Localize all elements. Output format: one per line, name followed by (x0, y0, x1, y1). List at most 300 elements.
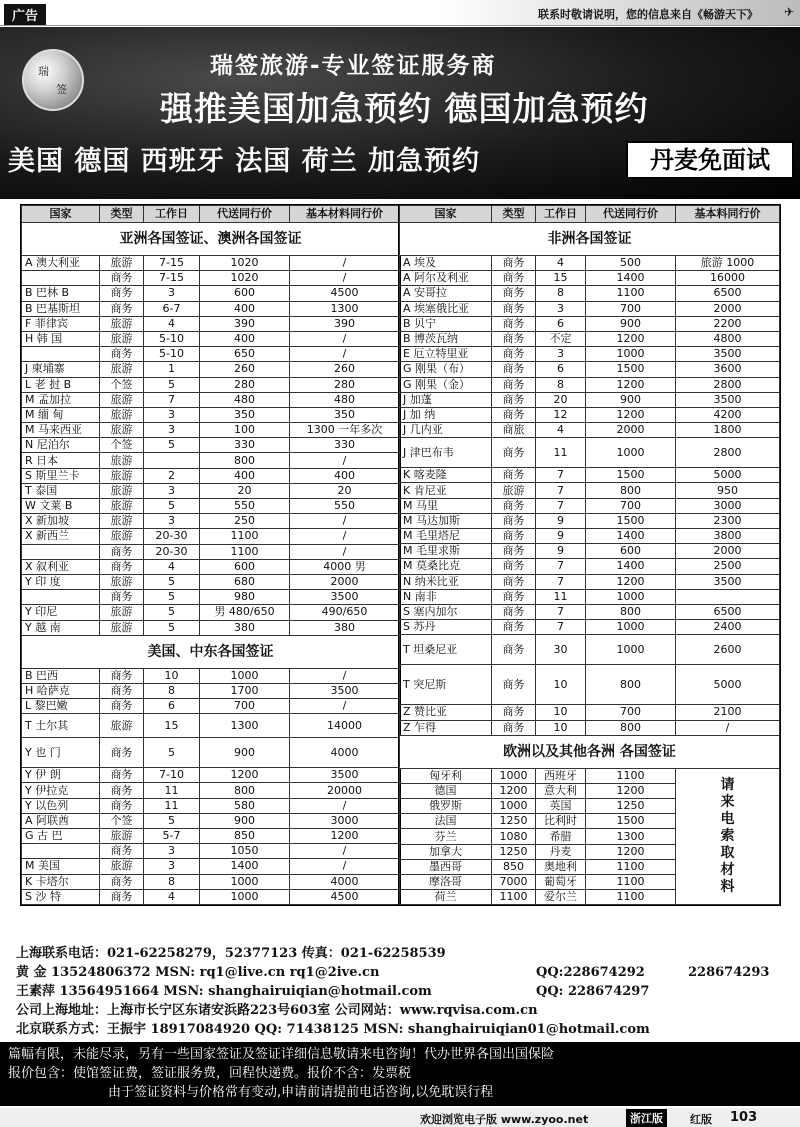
table-cell: 1500 (586, 814, 676, 829)
table-cell: 摩洛哥 (400, 875, 492, 890)
table-cell: 100 (200, 423, 290, 438)
table-cell: 1000 (200, 668, 290, 683)
table-cell: 1000 (492, 768, 536, 783)
table-cell: 3000 (290, 813, 400, 828)
table-cell: 5 (144, 499, 200, 514)
table-row (22, 483, 400, 498)
table-cell: 5 (144, 438, 200, 453)
table-row (22, 620, 400, 635)
table-cell: 800 (586, 720, 676, 735)
table-cell: 3500 (290, 590, 400, 605)
table-cell: 3500 (676, 347, 780, 362)
table-cell: 9 (536, 513, 586, 528)
magazine-logo-icon: ✈ (783, 5, 794, 19)
table-row (22, 271, 400, 286)
table-cell: 6 (536, 362, 586, 377)
table-row (22, 605, 400, 620)
table-cell: 商务 (100, 798, 144, 813)
table-cell: 580 (200, 798, 290, 813)
table-cell: 1300 (586, 829, 676, 844)
table-row (22, 544, 400, 559)
table-cell: 550 (290, 499, 400, 514)
table-row (400, 256, 780, 271)
table-cell: 4 (144, 559, 200, 574)
table-cell: 5 (144, 574, 200, 589)
table-row (400, 271, 780, 286)
table-cell: 12 (536, 407, 586, 422)
table-cell: 商务 (492, 438, 536, 468)
table-cell: / (290, 331, 400, 346)
table-row (22, 331, 400, 346)
table-cell: 3500 (676, 574, 780, 589)
table-row (22, 407, 400, 422)
table-cell: 7 (536, 483, 586, 498)
table-cell: 5000 (676, 665, 780, 705)
table-cell: 9 (536, 544, 586, 559)
urgent-countries: 美国 德国 西班牙 法国 荷兰 加急预约 (8, 146, 480, 177)
table-cell: 260 (290, 362, 400, 377)
headline: 强推美国加急预约 德国加急预约 (160, 89, 649, 128)
table-cell: 1080 (492, 829, 536, 844)
wang-qq: QQ: 228674297 (536, 984, 650, 999)
table-cell: S 苏丹 (400, 620, 492, 635)
table-cell: 7 (536, 620, 586, 635)
table-cell: 葡萄牙 (536, 875, 586, 890)
table-row (400, 407, 780, 422)
table-cell: 商务 (100, 301, 144, 316)
table-cell: 20 (536, 392, 586, 407)
table-cell: 30 (536, 635, 586, 665)
table-cell: Y 也 门 (22, 738, 100, 768)
column-header: 国家 (22, 206, 100, 223)
table-cell: 4500 (290, 889, 400, 904)
table-cell: 个签 (100, 377, 144, 392)
table-cell: M 马达加斯 (400, 513, 492, 528)
table-cell: 4800 (676, 331, 780, 346)
table-row (400, 513, 780, 528)
table-cell: J 津巴布韦 (400, 438, 492, 468)
table-cell: 800 (200, 783, 290, 798)
table-cell: 7-10 (144, 768, 200, 783)
table-cell: 商务 (100, 559, 144, 574)
table-cell: 8 (144, 683, 200, 698)
table-cell: 3500 (676, 392, 780, 407)
table-cell: S 沙 特 (22, 889, 100, 904)
table-row (22, 514, 400, 529)
table-cell: 4500 (290, 286, 400, 301)
left-table-header (22, 206, 400, 223)
table-row (22, 286, 400, 301)
table-cell: 旅游 (100, 316, 144, 331)
table-cell: 旅游 (100, 574, 144, 589)
table-cell: 6 (536, 316, 586, 331)
table-row (400, 705, 780, 720)
table-cell (676, 589, 780, 604)
table-cell: 600 (200, 286, 290, 301)
table-cell: M 缅 甸 (22, 407, 100, 422)
table-cell: 1250 (586, 799, 676, 814)
table-row (400, 483, 780, 498)
table-cell: 商务 (100, 889, 144, 904)
table-row (400, 635, 780, 665)
table-cell: 10 (144, 668, 200, 683)
table-cell: Y 以色列 (22, 798, 100, 813)
disclaimer-line-1: 篇幅有限，未能尽录，另有一些国家签证及签证详细信息敬请来电咨询！代办世界各国出国保险 (8, 1047, 555, 1062)
table-cell: 380 (290, 620, 400, 635)
table-cell: 希腊 (536, 829, 586, 844)
table-cell: 旅游 (100, 829, 144, 844)
table-cell: R 日本 (22, 453, 100, 468)
table-cell: 16000 (676, 271, 780, 286)
table-cell: 3500 (290, 768, 400, 783)
table-row (400, 392, 780, 407)
table-cell: G 刚果（金） (400, 377, 492, 392)
table-cell: 商务 (492, 620, 536, 635)
wang-info: 王素萍 13564951664 MSN: shanghairuiqian@hotmail.com (16, 984, 432, 999)
table-cell: 商务 (492, 665, 536, 705)
table-cell: 7 (144, 392, 200, 407)
table-cell: S 塞内加尔 (400, 604, 492, 619)
table-cell: 商务 (492, 574, 536, 589)
contact-huang (16, 963, 796, 982)
table-cell: 芬兰 (400, 829, 492, 844)
table-cell: 2100 (676, 705, 780, 720)
table-cell: 260 (200, 362, 290, 377)
company-logo-icon (22, 49, 84, 111)
table-cell: 1800 (676, 423, 780, 438)
table-cell: / (290, 859, 400, 874)
table-cell: 11 (144, 783, 200, 798)
europe-section-title (400, 735, 780, 768)
table-cell: 390 (290, 316, 400, 331)
table-cell: 商务 (100, 783, 144, 798)
table-cell: 1400 (586, 559, 676, 574)
table-row (22, 468, 400, 483)
table-cell: M 毛里求斯 (400, 544, 492, 559)
table-cell: 850 (492, 859, 536, 874)
table-row (22, 859, 400, 874)
table-cell: 600 (200, 559, 290, 574)
table-row (22, 668, 400, 683)
table-cell: 1700 (200, 683, 290, 698)
table-cell: 10 (536, 665, 586, 705)
table-cell: M 马来西亚 (22, 423, 100, 438)
table-cell: / (290, 544, 400, 559)
table-cell: / (290, 844, 400, 859)
table-cell: 商务 (100, 768, 144, 783)
logo-char-2: 签 (56, 83, 67, 96)
table-cell: 800 (200, 453, 290, 468)
table-cell: 3500 (290, 683, 400, 698)
table-cell: 5-10 (144, 347, 200, 362)
table-row (22, 783, 400, 798)
table-cell: 800 (586, 665, 676, 705)
table-cell: K 卡塔尔 (22, 874, 100, 889)
right-table-header (400, 206, 780, 223)
table-cell: 3 (144, 286, 200, 301)
table-row (400, 589, 780, 604)
table-cell: 旅游 1000 (676, 256, 780, 271)
table-cell: 5 (144, 605, 200, 620)
table-cell: K 喀麦隆 (400, 468, 492, 483)
table-cell: 7 (536, 468, 586, 483)
table-cell: 商务 (100, 668, 144, 683)
table-cell: 商务 (492, 362, 536, 377)
table-cell: 20000 (290, 783, 400, 798)
table-cell: 1200 (492, 783, 536, 798)
table-cell: 1100 (586, 286, 676, 301)
table-row (400, 423, 780, 438)
table-cell: N 南非 (400, 589, 492, 604)
table-cell: 德国 (400, 783, 492, 798)
table-cell: 1200 (200, 768, 290, 783)
section-title: 非洲各国签证 (400, 223, 780, 256)
table-cell: 1100 (586, 768, 676, 783)
table-cell: 1200 (586, 783, 676, 798)
contact-block (16, 944, 796, 1039)
table-cell: 商务 (492, 513, 536, 528)
table-cell: 2200 (676, 316, 780, 331)
table-cell: X 新西兰 (22, 529, 100, 544)
table-cell: 商务 (492, 316, 536, 331)
disclaimer-box (0, 1042, 800, 1106)
table-row (400, 620, 780, 635)
huang-info: 黄 金 13524806372 MSN: rq1@live.cn rq1@2ive.cn (16, 965, 380, 980)
table-cell: 5 (144, 620, 200, 635)
table-cell: 旅游 (100, 483, 144, 498)
table-row (400, 331, 780, 346)
table-cell: 4000 男 (290, 559, 400, 574)
table-cell: 商务 (492, 635, 536, 665)
table-cell: 2800 (676, 438, 780, 468)
disclaimer-line-3: 由于签证资料与价格常有变动,申请前请提前电话咨询,以免耽误行程 (108, 1085, 494, 1100)
table-cell: 法国 (400, 814, 492, 829)
table-cell: J 柬埔寨 (22, 362, 100, 377)
table-cell: 20 (200, 483, 290, 498)
table-cell: 商务 (100, 683, 144, 698)
table-cell: / (290, 453, 400, 468)
table-cell (144, 453, 200, 468)
table-cell: 600 (586, 544, 676, 559)
table-cell: 1000 (586, 438, 676, 468)
table-row (22, 453, 400, 468)
table-cell: B 巴林 B (22, 286, 100, 301)
table-cell: J 几内亚 (400, 423, 492, 438)
table-row (22, 301, 400, 316)
huang-qq-1: QQ:228674292 (536, 965, 645, 980)
table-row (22, 574, 400, 589)
table-cell: J 加蓬 (400, 392, 492, 407)
table-cell: 700 (586, 498, 676, 513)
europe-row (400, 768, 780, 783)
table-cell: 旅游 (100, 392, 144, 407)
table-cell: 4200 (676, 407, 780, 422)
table-cell: 商务 (492, 468, 536, 483)
table-cell: 1250 (492, 844, 536, 859)
table-cell: 1500 (586, 468, 676, 483)
table-cell: 2000 (586, 423, 676, 438)
table-cell: 商务 (492, 529, 536, 544)
table-cell: 1000 (586, 589, 676, 604)
table-cell: 俄罗斯 (400, 799, 492, 814)
table-cell: 800 (586, 483, 676, 498)
table-cell: 490/650 (290, 605, 400, 620)
table-row (22, 392, 400, 407)
table-cell: 1400 (200, 859, 290, 874)
table-row (22, 889, 400, 904)
table-cell (22, 544, 100, 559)
table-cell: A 阿联酋 (22, 813, 100, 828)
table-cell: / (290, 271, 400, 286)
table-row (400, 468, 780, 483)
table-cell: 400 (200, 301, 290, 316)
table-cell: / (290, 347, 400, 362)
table-cell (22, 347, 100, 362)
table-cell: 2500 (676, 559, 780, 574)
table-cell: 旅游 (100, 499, 144, 514)
table-cell: 6-7 (144, 301, 200, 316)
section-title: 美国、中东各国签证 (22, 635, 400, 668)
table-cell: 5 (144, 590, 200, 605)
table-cell: / (290, 798, 400, 813)
table-cell: 1500 (586, 513, 676, 528)
table-cell: 商务 (492, 286, 536, 301)
table-cell: 商务 (100, 347, 144, 362)
column-header: 基本材料同行价 (290, 206, 400, 223)
column-header: 代送同行价 (200, 206, 290, 223)
footer-edition: 浙江版 (626, 1109, 667, 1127)
table-row (22, 874, 400, 889)
table-cell: 5 (144, 738, 200, 768)
table-cell: 800 (586, 604, 676, 619)
table-cell: 旅游 (100, 468, 144, 483)
table-cell: 1400 (586, 529, 676, 544)
table-cell: 3 (536, 347, 586, 362)
table-row (22, 256, 400, 271)
table-cell: 旅游 (100, 859, 144, 874)
table-cell: 950 (676, 483, 780, 498)
table-cell: / (290, 529, 400, 544)
table-cell: 1 (144, 362, 200, 377)
table-cell: 1000 (200, 889, 290, 904)
table-row (22, 813, 400, 828)
table-row (22, 590, 400, 605)
table-cell: 意大利 (536, 783, 586, 798)
table-cell: 8 (144, 874, 200, 889)
table-cell: 350 (290, 407, 400, 422)
contact-wang (16, 982, 796, 1001)
table-cell: 商务 (492, 604, 536, 619)
logo-char-1: 瑞 (38, 65, 49, 78)
table-cell: 个签 (100, 438, 144, 453)
table-cell: M 毛里塔尼 (400, 529, 492, 544)
table-cell: 14000 (290, 714, 400, 738)
table-cell: 商务 (100, 271, 144, 286)
table-row (22, 377, 400, 392)
table-cell: 比利时 (536, 814, 586, 829)
table-cell: 5-10 (144, 331, 200, 346)
table-cell: 旅游 (100, 453, 144, 468)
table-cell: 250 (200, 514, 290, 529)
shanghai-phone: 上海联系电话：021-62258279，52377123 传真：021-62258539 (16, 946, 446, 961)
table-cell: 旅游 (100, 620, 144, 635)
table-cell: 商务 (492, 720, 536, 735)
company-tagline: 瑞签旅游-专业签证服务商 (210, 53, 497, 79)
table-row (400, 438, 780, 468)
table-cell: 旅游 (100, 407, 144, 422)
table-cell: 4000 (290, 738, 400, 768)
table-cell: 700 (586, 705, 676, 720)
column-header: 国家 (400, 206, 492, 223)
table-cell: / (290, 256, 400, 271)
table-cell: H 哈萨克 (22, 683, 100, 698)
table-row (400, 559, 780, 574)
table-cell: 7000 (492, 875, 536, 890)
table-cell: 10 (536, 705, 586, 720)
table-cell: 11 (536, 589, 586, 604)
table-cell: S 斯里兰卡 (22, 468, 100, 483)
table-cell: 7 (536, 559, 586, 574)
column-header: 工作日 (144, 206, 200, 223)
table-cell: 3 (144, 514, 200, 529)
table-cell: 7 (536, 574, 586, 589)
table-cell: G 刚果（布） (400, 362, 492, 377)
table-cell: 350 (200, 407, 290, 422)
table-cell: 400 (200, 468, 290, 483)
table-cell: 2400 (676, 620, 780, 635)
table-cell: 900 (200, 813, 290, 828)
table-cell: 1250 (492, 814, 536, 829)
side-note-text: 请来电索取材料 (720, 777, 735, 896)
table-row (22, 768, 400, 783)
table-row (22, 423, 400, 438)
table-cell: 2800 (676, 377, 780, 392)
table-cell: W 文莱 B (22, 499, 100, 514)
table-cell: 1100 (586, 890, 676, 905)
table-cell: H 韩 国 (22, 331, 100, 346)
table-cell: 墨西哥 (400, 859, 492, 874)
column-header: 类型 (100, 206, 144, 223)
table-cell: 2300 (676, 513, 780, 528)
table-cell: 3 (144, 407, 200, 422)
table-cell: 900 (200, 738, 290, 768)
table-row (22, 738, 400, 768)
table-row (400, 377, 780, 392)
table-cell: G 古 巴 (22, 829, 100, 844)
table-row (22, 362, 400, 377)
left-visa-table (20, 204, 401, 906)
table-cell: 爱尔兰 (536, 890, 586, 905)
table-cell: 8 (536, 286, 586, 301)
table-cell: 商务 (492, 271, 536, 286)
table-cell (22, 271, 100, 286)
table-cell: X 叙利亚 (22, 559, 100, 574)
table-cell: 2600 (676, 635, 780, 665)
beijing-contact: 北京联系方式：王振宇 18917084920 QQ: 71438125 MSN: shanghairuiqian01@hotmail.com (16, 1022, 650, 1037)
table-cell: / (290, 699, 400, 714)
table-cell: 3 (144, 483, 200, 498)
table-cell: 15 (536, 271, 586, 286)
table-cell: L 老 挝 B (22, 377, 100, 392)
table-cell: J 加 纳 (400, 407, 492, 422)
table-cell: 1200 (586, 377, 676, 392)
table-cell: 商务 (492, 407, 536, 422)
table-row (400, 347, 780, 362)
table-cell: 650 (200, 347, 290, 362)
table-cell: 680 (200, 574, 290, 589)
table-cell: 3800 (676, 529, 780, 544)
table-cell: 380 (200, 620, 290, 635)
